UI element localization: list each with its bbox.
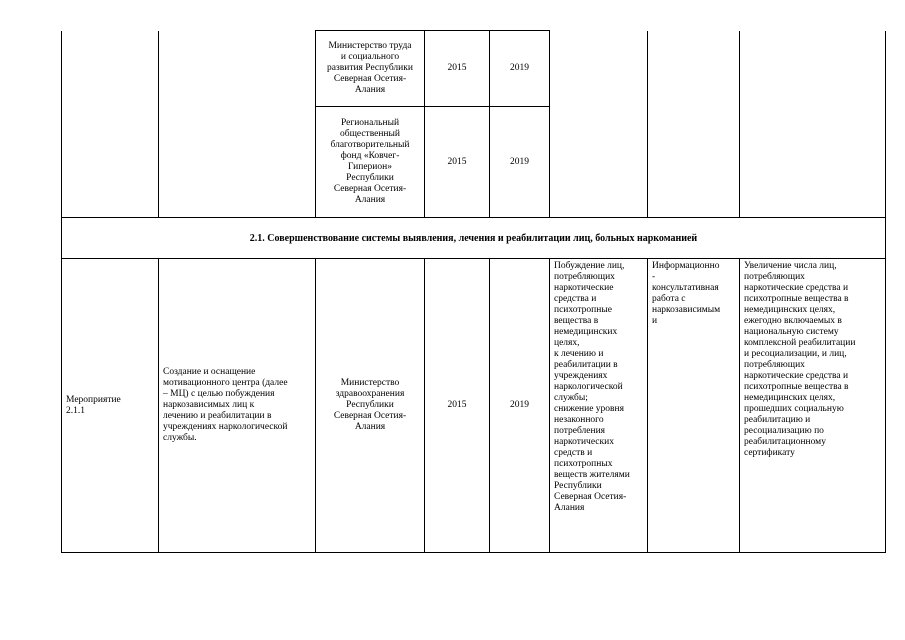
activity-start-year-cell: 2015 <box>425 259 490 553</box>
activity-result-cell: Побуждение лиц, потребляющих наркотические средства и психотропные вещества в немедицинских целях, к лечению и реабилитации в учреждениях наркологической службы; снижение уровня незаконного потребления наркотических средств и психотропных веществ жителями Республики Северная Осетия- Алания <box>550 259 648 553</box>
executor-cell: Министерство труда и социального развития Республики Северная Осетия- Алания <box>316 31 425 107</box>
activity-indicators-cell: Увеличение числа лиц, потребляющих наркотические средства и психотропные вещества в немедицинских целях, ежегодно включаемых в национальную систему комплексной реабилитации и ресоциализации, и лиц, потребляющих наркотические средства и психотропные вещества в немедицинских целях, прошедших социальную реабилитацию и ресоциализацию по реабилитационному сертификату <box>740 259 886 553</box>
number-cell-empty <box>62 31 159 218</box>
end-year-cell: 2019 <box>490 31 550 107</box>
activity-description-cell: Создание и оснащение мотивационного центра (далее – МЦ) с целью побуждения наркозависимых лиц к лечению и реабилитации в учреждениях наркологической службы. <box>159 259 316 553</box>
section-row <box>62 218 886 259</box>
activity-executor-cell: Министерство здравоохранения Республики Северная Осетия- Алания <box>316 259 425 553</box>
section-title: 2.1. Совершенствование системы выявления, лечения и реабилитации лиц, больных наркоманией <box>62 218 886 259</box>
program-activities-table <box>61 30 886 553</box>
executor-cell: Региональный общественный благотворительный фонд «Ковчег- Гиперион» Республики Северная Осетия- Алания <box>316 107 425 218</box>
consequences-cell-empty <box>648 31 740 218</box>
start-year-cell: 2015 <box>425 107 490 218</box>
table-row <box>62 259 886 553</box>
indicators-cell-empty <box>740 31 886 218</box>
activity-number-cell: Мероприятие 2.1.1 <box>62 259 159 553</box>
activity-consequences-cell: Информационно - консультативная работа с наркозависимым и <box>648 259 740 553</box>
result-cell-empty <box>550 31 648 218</box>
description-cell-empty <box>159 31 316 218</box>
table-row <box>62 31 886 107</box>
activity-end-year-cell: 2019 <box>490 259 550 553</box>
end-year-cell: 2019 <box>490 107 550 218</box>
start-year-cell: 2015 <box>425 31 490 107</box>
